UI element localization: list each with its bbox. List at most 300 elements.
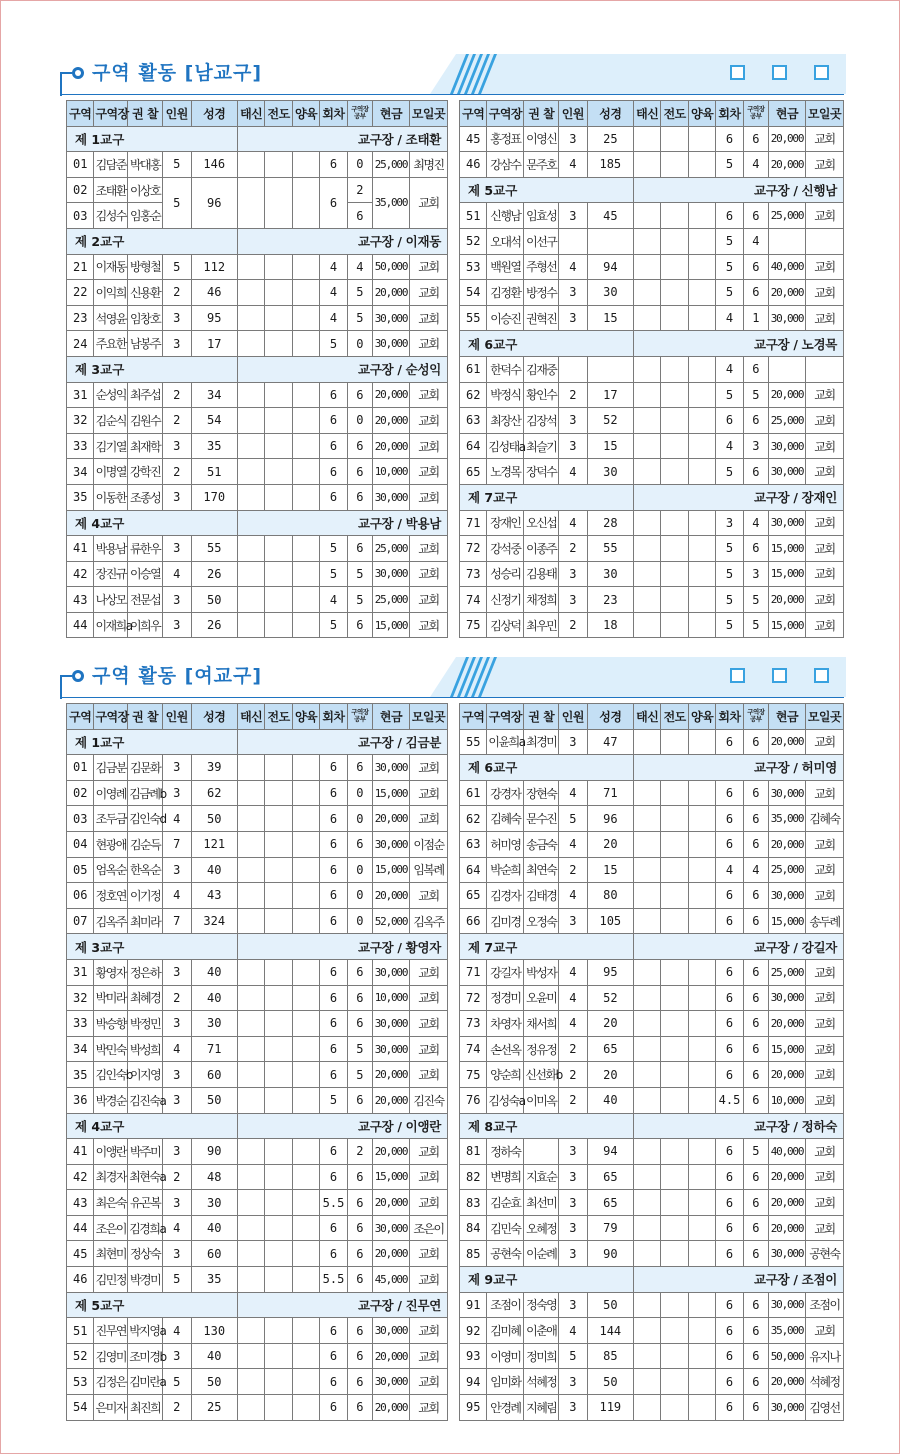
table-row [67,587,448,613]
table-cell: 30 [587,280,633,306]
table-cell: 박민숙 [94,1036,128,1062]
table-cell: 3 [559,729,587,755]
district-name: 제 4교구 [67,1113,238,1139]
table-cell: 김미란a [128,1369,163,1395]
table-cell: 0 [347,152,372,178]
table-cell [634,280,661,306]
column-header: 권 찰 [524,101,559,127]
table-cell: 권혁진 [524,305,559,331]
table-cell: 손선옥 [487,1036,524,1062]
table-cell: 은미자 [94,1395,128,1421]
section-title: 구역 활동 [여교구] [92,665,263,687]
table-cell: 6 [743,1318,768,1344]
table-cell: 31 [67,382,94,408]
table-cell: 이춘애 [524,1318,559,1344]
table-cell [634,433,661,459]
table-cell: 김미혜 [487,1318,524,1344]
table-cell: 석혜정 [524,1369,559,1395]
table-cell: 최혜경 [128,985,163,1011]
table-cell: 80 [587,883,633,909]
table-cell: 임미화 [487,1369,524,1395]
table-cell: 6 [320,1011,347,1037]
table-row [460,433,844,459]
table-cell: 2 [559,382,587,408]
table-cell: 0 [347,857,372,883]
table-cell: 50,000 [373,254,410,280]
table-cell: 장현숙 [524,780,559,806]
column-header: 권 찰 [128,704,163,730]
table-cell: 6 [743,780,768,806]
table-cell [237,1164,264,1190]
table-cell: 52 [587,985,633,1011]
table-cell: 교회 [805,1318,843,1344]
table-cell [661,806,688,832]
table-row [460,1139,844,1165]
table-cell [237,382,264,408]
table-cell: 50 [587,1369,633,1395]
table-cell: 20,000 [769,382,806,408]
table-cell: 30 [191,1011,237,1037]
table-cell: 45 [587,203,633,229]
table-cell: 15 [587,857,633,883]
table-cell: 교회 [409,1395,447,1421]
table-cell [661,908,688,934]
table-cell: 55 [460,729,487,755]
activity-table [66,703,448,1421]
table-cell [688,959,715,985]
district-row [460,1267,844,1293]
table-cell: 41 [67,1139,94,1165]
table-cell: 0 [347,806,372,832]
table-cell: 20,000 [373,433,410,459]
table-cell [661,1164,688,1190]
table-cell: 30,000 [769,459,806,485]
table-cell: 62 [460,382,487,408]
table-cell [292,1164,319,1190]
table-cell: 20 [587,1062,633,1088]
table-cell [265,254,292,280]
table-cell: 5 [743,587,768,613]
table-cell: 박지영a [128,1318,163,1344]
table-cell: 교회 [805,1164,843,1190]
table-cell: 20,000 [769,1164,806,1190]
table-cell: 교회 [805,1087,843,1113]
table-cell: 30 [191,1190,237,1216]
table-cell [292,1343,319,1369]
table-cell: 4 [163,1036,191,1062]
table-cell: 교회 [805,729,843,755]
table-cell: 62 [460,806,487,832]
table-cell: 교회 [805,510,843,536]
table-cell: 20,000 [769,1369,806,1395]
table-cell: 4 [559,510,587,536]
table-cell [688,1318,715,1344]
table-cell: 3 [559,203,587,229]
table-cell [805,356,843,382]
table-cell: 3 [559,1241,587,1267]
table-cell: 최연숙 [524,857,559,883]
table-cell: 50 [587,1292,633,1318]
table-cell: 0 [347,408,372,434]
table-cell [688,857,715,883]
table-cell: 01 [67,152,94,178]
column-header: 태신 [237,101,264,127]
table-cell [634,831,661,857]
table-cell: 30,000 [373,831,410,857]
table-cell: 64 [460,857,487,883]
table-cell [265,1164,292,1190]
table-cell: 6 [347,985,372,1011]
district-row [67,228,448,254]
table-cell: 6 [320,985,347,1011]
table-row [67,857,448,883]
table-row [460,729,844,755]
table-cell [265,1241,292,1267]
table-cell: 정경미 [487,985,524,1011]
table-cell: 20,000 [373,382,410,408]
table-row [460,1190,844,1216]
table-cell: 교회 [805,382,843,408]
table-cell: 신행남 [487,203,524,229]
table-cell: 30,000 [769,883,806,909]
table-cell: 이윤희a [487,729,524,755]
table-cell: 현광애 [94,831,128,857]
table-cell: 3 [559,1215,587,1241]
table-cell: 6 [743,908,768,934]
table-cell: 6 [320,1369,347,1395]
column-header: 현금 [769,704,806,730]
table-cell: 3 [163,959,191,985]
table-cell: 이영례 [94,780,128,806]
table-cell: 5 [320,1087,347,1113]
tables-area [66,100,846,638]
table-cell: 교회 [805,126,843,152]
table-cell: 교회 [805,1139,843,1165]
table-cell: 4 [163,806,191,832]
table-cell: 22 [67,280,94,306]
column-header: 전도 [265,101,292,127]
table-cell: 오대석 [487,228,524,254]
table-cell [265,1369,292,1395]
table-cell: 김순득 [128,831,163,857]
table-cell: 45 [67,1241,94,1267]
column-header: 권 찰 [524,704,559,730]
table-cell [688,510,715,536]
table-cell [265,985,292,1011]
table-cell [265,1036,292,1062]
table-cell: 3 [163,1241,191,1267]
table-cell [265,1215,292,1241]
district-row [67,1113,448,1139]
table-cell: 3 [559,908,587,934]
table-cell: 6 [320,1062,347,1088]
column-header: 성경 [191,101,237,127]
table-cell: 차영자 [487,1011,524,1037]
table-cell: 53 [460,254,487,280]
table-cell: 3 [163,780,191,806]
table-cell: 김성수 [94,203,128,229]
table-cell: 이앵란 [94,1139,128,1165]
table-cell: 0 [347,908,372,934]
table-cell [661,780,688,806]
table-cell: 5 [320,536,347,562]
table-cell: 4.5 [716,1087,743,1113]
table-cell: 02 [67,177,94,203]
table-cell: 71 [191,1036,237,1062]
table-cell: 44 [67,612,94,638]
table-cell [661,126,688,152]
bullet-icon [72,67,84,79]
table-cell: 3 [163,536,191,562]
table-row [460,382,844,408]
table-cell [265,959,292,985]
table-cell: 42 [67,561,94,587]
table-cell: 4 [559,985,587,1011]
table-cell: 정숙영 [524,1292,559,1318]
table-cell: 장진규 [94,561,128,587]
table-row [460,831,844,857]
decorative-square-icon [730,668,745,683]
table-cell: 4 [559,1011,587,1037]
table-cell: 교회 [409,561,447,587]
table-cell: 6 [743,1292,768,1318]
table-cell: 30,000 [373,305,410,331]
table-cell: 39 [191,755,237,781]
table-cell: 정하숙 [487,1139,524,1165]
table-cell: 30 [587,561,633,587]
table-cell [265,1062,292,1088]
table-cell: 74 [460,1036,487,1062]
table-cell [559,356,587,382]
table-row [460,1343,844,1369]
table-cell: 김정은 [94,1369,128,1395]
table-cell [237,280,264,306]
table-cell: 3 [559,1395,587,1421]
table-cell: 김담준 [94,152,128,178]
table-cell: 정상숙 [128,1241,163,1267]
table-cell [688,985,715,1011]
table-cell [634,587,661,613]
column-header: 성경 [587,704,633,730]
table-cell: 교회 [805,254,843,280]
table-cell: 3 [163,1139,191,1165]
table-cell: 20,000 [769,1011,806,1037]
table-cell: 4 [559,254,587,280]
table-cell: 김민정 [94,1267,128,1293]
table-cell [292,1369,319,1395]
table-cell: 이익희 [94,280,128,306]
table-cell: 6 [743,1343,768,1369]
table-cell: 엄옥순 [94,857,128,883]
table-cell [661,1190,688,1216]
table-cell: 4 [743,857,768,883]
table-cell: 박미라 [94,985,128,1011]
table-cell [265,1343,292,1369]
table-cell: 김문화 [128,755,163,781]
table-cell [237,831,264,857]
title-bracket [60,72,72,74]
table-cell [237,1241,264,1267]
section-underline [60,94,844,95]
table-cell: 6 [743,356,768,382]
table-cell: 15,000 [769,536,806,562]
table-row [460,561,844,587]
table-row [67,1062,448,1088]
table-cell: 6 [347,1369,372,1395]
table-cell: 20,000 [373,1343,410,1369]
table-cell: 4 [559,959,587,985]
table-row [67,1087,448,1113]
table-cell: 47 [587,729,633,755]
table-cell [688,1241,715,1267]
table-cell [265,408,292,434]
table-cell: 6 [320,1395,347,1421]
table-row [460,1241,844,1267]
table-cell [292,459,319,485]
table-cell [634,780,661,806]
table-cell: 6 [320,408,347,434]
table-cell: 2 [559,1062,587,1088]
district-row [460,484,844,510]
table-cell: 3 [163,1062,191,1088]
district-name: 제 3교구 [67,934,238,960]
table-cell [292,1241,319,1267]
decorative-square-icon [814,65,829,80]
table-cell [237,484,264,510]
table-row [67,1036,448,1062]
table-cell: 3 [163,433,191,459]
district-leader: 교구장 / 신행남 [634,177,844,203]
table-cell: 최현미 [94,1241,128,1267]
decorative-square-icon [772,668,787,683]
table-cell [634,1292,661,1318]
table-cell [634,561,661,587]
table-cell [634,203,661,229]
table-cell: 6 [347,459,372,485]
district-row [67,510,448,536]
district-leader: 교구장 / 이앵란 [237,1113,447,1139]
table-cell: 박순희 [487,857,524,883]
table-cell: 20,000 [769,1215,806,1241]
table-cell: 6 [743,1190,768,1216]
table-row [67,1190,448,1216]
table-cell: 91 [460,1292,487,1318]
table-cell: 4 [163,1318,191,1344]
table-cell: 25,000 [373,152,410,178]
table-cell: 교회 [805,985,843,1011]
table-cell [292,177,319,228]
district-row [460,1113,844,1139]
column-header: 모일곳 [409,101,447,127]
table-cell [237,1215,264,1241]
table-cell: 6 [743,959,768,985]
table-cell [661,1139,688,1165]
table-cell: 신용환 [128,280,163,306]
table-cell: 6 [716,729,743,755]
district-leader: 교구장 / 순성익 [237,356,447,382]
table-cell: 강삼수 [487,152,524,178]
table-cell: 교회 [805,408,843,434]
table-cell: 6 [743,126,768,152]
table-cell [661,883,688,909]
table-cell: 30,000 [769,1241,806,1267]
table-cell: 최재학 [128,433,163,459]
table-cell [524,1139,559,1165]
activity-table [459,100,844,638]
table-cell [237,459,264,485]
table-cell: 4 [716,857,743,883]
table-cell [634,1139,661,1165]
table-cell: 3 [559,126,587,152]
table-cell [661,1241,688,1267]
table-cell: 61 [460,356,487,382]
table-cell [292,857,319,883]
table-cell: 교회 [805,203,843,229]
table-row [460,908,844,934]
table-cell: 6 [716,1036,743,1062]
table-cell: 60 [191,1241,237,1267]
district-leader: 교구장 / 노경목 [634,331,844,357]
table-cell [292,780,319,806]
table-cell: 이영미 [487,1343,524,1369]
table-row [67,1343,448,1369]
table-cell: 05 [67,857,94,883]
table-cell: 이승진 [487,305,524,331]
table-cell [634,729,661,755]
table-cell: 김옥주 [409,908,447,934]
table-cell: 김진숙a [128,1087,163,1113]
table-cell [265,561,292,587]
table-cell: 42 [67,1164,94,1190]
table-cell: 46 [460,152,487,178]
table-cell: 5.5 [320,1267,347,1293]
title-bracket [60,675,72,677]
table-cell: 41 [67,536,94,562]
table-cell: 김영미 [94,1343,128,1369]
table-cell: 교회 [409,459,447,485]
table-cell: 오윤미 [524,985,559,1011]
table-cell: 30,000 [373,1036,410,1062]
table-cell: 김경자 [487,883,524,909]
table-cell: 주형선 [524,254,559,280]
column-header: 모일곳 [805,101,843,127]
table-cell [237,1190,264,1216]
table-cell: 3 [163,612,191,638]
table-cell [265,280,292,306]
table-cell: 4 [743,510,768,536]
table-cell: 교회 [805,536,843,562]
table-cell: 6 [320,831,347,857]
table-cell: 146 [191,152,237,178]
table-cell: 17 [587,382,633,408]
table-cell: 이순례 [524,1241,559,1267]
table-cell: 이영신 [524,126,559,152]
table-cell: 5 [320,331,347,357]
table-cell [634,1318,661,1344]
column-header: 회차 [716,101,743,127]
table-cell: 남봉주 [128,331,163,357]
table-cell: 방정수 [524,280,559,306]
table-cell [237,857,264,883]
table-cell: 94 [587,254,633,280]
table-cell: 4 [163,1215,191,1241]
table-cell [237,331,264,357]
table-cell: 6 [743,831,768,857]
table-cell: 15,000 [373,612,410,638]
table-cell [634,985,661,1011]
table-cell: 55 [460,305,487,331]
table-cell: 15 [587,433,633,459]
